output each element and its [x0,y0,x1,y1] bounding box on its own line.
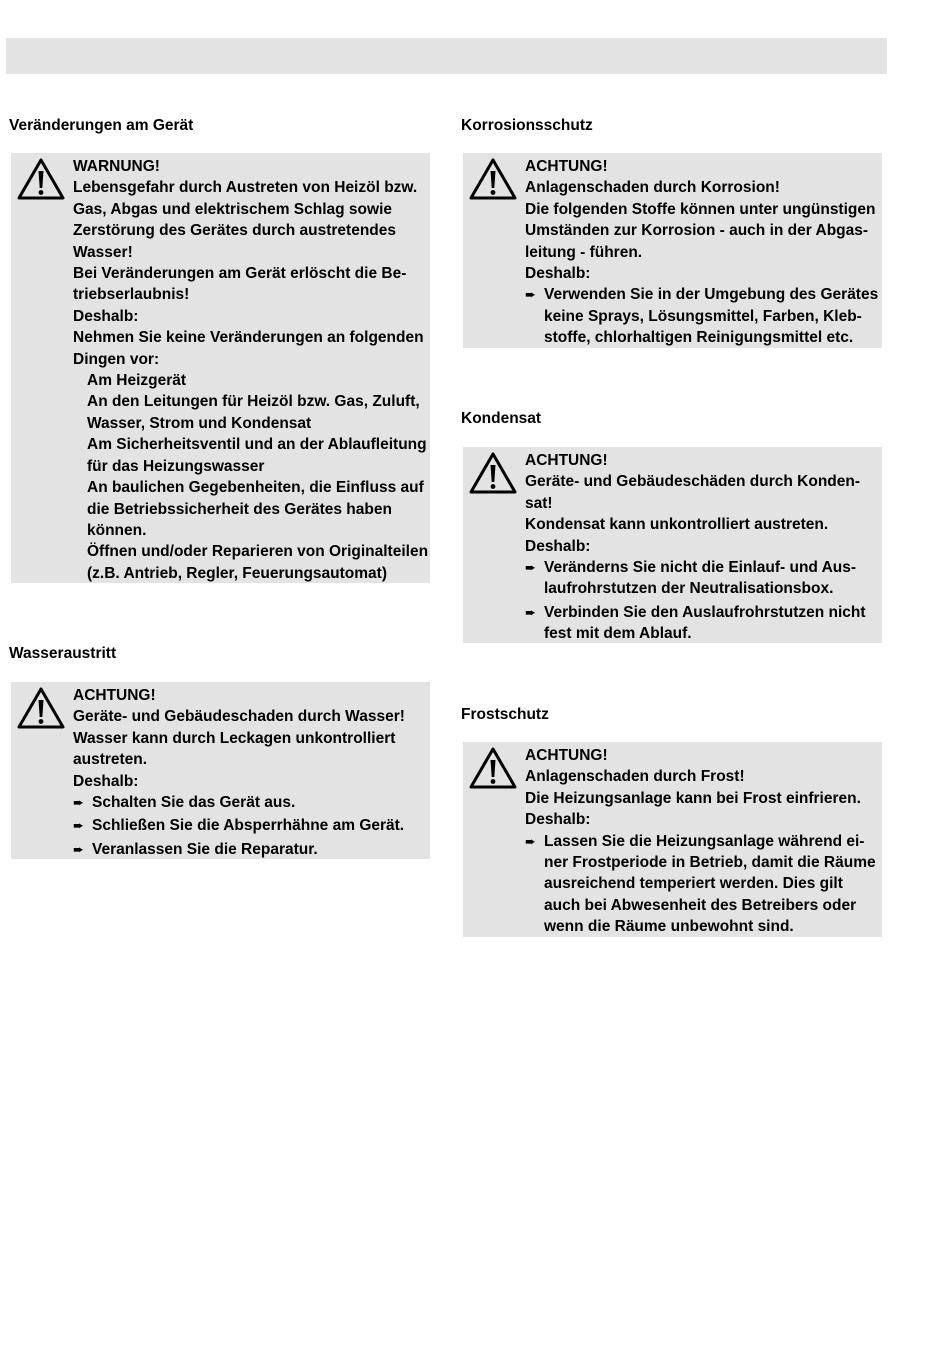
action-bullet: ➨ Veranlassen Sie die Reparatur. [73,839,426,860]
text-line: Bei Veränderungen am Gerät erlöscht die Be- [73,265,407,283]
action-bullet: ➨ Lassen Sie die Heizungsanlage während ei- ner Frostperiode in Betrieb, damit die Räume ausreichend temperiert werden. Dies gilt auch bei Abwesenheit des Betreibers oder wenn die Räume unbewohnt sind. [525,832,876,936]
text-line: Wasser kann durch Leckagen unkontrolliert [73,729,396,747]
text-line: Dingen vor: [73,350,160,368]
caution-box-korrosion [463,153,882,348]
text-line: Deshalb: [525,811,591,829]
text-line: Nehmen Sie keine Veränderungen an folgenden [73,329,424,347]
text-line: Gas, Abgas und elektrischem Schlag sowie [73,200,393,218]
heading-korrosionsschutz: Korrosionsschutz [461,117,593,134]
warning-triangle-icon [468,157,518,201]
signal-word: ACHTUNG! [525,747,608,764]
arrow-right-icon: ➨ [525,833,536,849]
action-bullet: ➨ Schließen Sie die Absperrhähne am Gerät. [73,815,426,836]
text-line: Deshalb: [525,265,591,283]
warning-triangle-icon [16,157,66,201]
text-line: Geräte- und Gebäudeschaden durch Wasser! [73,708,405,726]
text-line: Lebensgefahr durch Austreten von Heizöl bzw. [73,179,418,197]
caution-box-frostschutz [463,742,882,937]
heading-wasseraustritt: Wasseraustritt [9,645,117,662]
header-bar [6,38,887,74]
text-line: Kondensat kann unkontrolliert austreten. [525,516,829,534]
action-bullet: ➨ Verwenden Sie in der Umgebung des Gerätes keine Sprays, Lösungsmittel, Farben, Kleb- stoffe, chlorhaltigen Reinigungsmittel etc. [525,286,879,347]
list-item-line: Wasser, Strom und Kondensat [87,414,312,432]
signal-word: ACHTUNG! [525,158,608,175]
text-line: Deshalb: [73,307,139,325]
arrow-right-icon: ➨ [73,795,84,811]
list-item-line: die Betriebssicherheit des Gerätes haben [87,500,392,518]
signal-word: WARNUNG! [73,158,160,175]
caution-box-kondensat [463,447,882,643]
text-line: Anlagenschaden durch Frost! [525,768,745,786]
warning-triangle-icon [468,451,518,495]
caution-box-wasseraustritt [11,682,430,859]
arrow-right-icon: ➨ [73,818,84,834]
text-line: Die Heizungsanlage kann bei Frost einfrieren. [525,789,861,807]
list-item-line: Am Heizgerät [87,372,187,390]
action-bullet: ➨ Veränderns Sie nicht die Einlauf- und Aus- laufrohrstutzen der Neutralisationsbox. [525,559,857,598]
heading-frostschutz: Frostschutz [461,706,549,723]
warning-triangle-icon [468,746,518,790]
list-item-line: An den Leitungen für Heizöl bzw. Gas, Zuluft, [87,393,420,411]
text-line: leitung - führen. [525,243,643,261]
text-line: Die folgenden Stoffe können unter ungünstigen [525,200,876,218]
list-item-line: Öffnen und/oder Reparieren von Originalteilen [87,543,429,561]
text-line: sat! [525,494,553,512]
list-item-line: können. [87,521,147,539]
list-item-line: für das Heizungswasser [87,457,265,475]
signal-word: ACHTUNG! [73,687,156,704]
text-line: Zerstörung des Gerätes durch austretendes [73,222,397,240]
warning-triangle-icon [16,686,66,730]
text-line: Geräte- und Gebäudeschäden durch Konden- [525,473,861,491]
text-line: triebserlaubnis! [73,286,190,304]
arrow-right-icon: ➨ [73,841,84,857]
text-line: Wasser! [73,243,133,261]
warning-box-veraenderungen [11,153,430,583]
signal-word: ACHTUNG! [525,452,608,469]
arrow-right-icon: ➨ [525,560,536,576]
arrow-right-icon: ➨ [525,287,536,303]
list-item-line: An baulichen Gegebenheiten, die Einfluss auf [87,479,424,497]
heading-veraenderungen: Veränderungen am Gerät [9,117,194,134]
arrow-right-icon: ➨ [525,604,536,620]
text-line: Deshalb: [73,772,139,790]
list-item-line: (z.B. Antrieb, Regler, Feuerungsautomat) [87,564,387,582]
text-line: Umständen zur Korrosion - auch in der Abgas- [525,222,869,240]
action-bullet: ➨ Verbinden Sie den Auslaufrohrstutzen nicht fest mit dem Ablauf. [525,603,866,643]
text-line: austreten. [73,751,148,769]
action-bullet: ➨ Schalten Sie das Gerät aus. [73,792,426,813]
heading-kondensat: Kondensat [461,410,542,427]
text-line: Anlagenschaden durch Korrosion! [525,179,780,197]
text-line: Deshalb: [525,537,591,555]
list-item-line: Am Sicherheitsventil und an der Ablaufleitung [87,436,427,454]
